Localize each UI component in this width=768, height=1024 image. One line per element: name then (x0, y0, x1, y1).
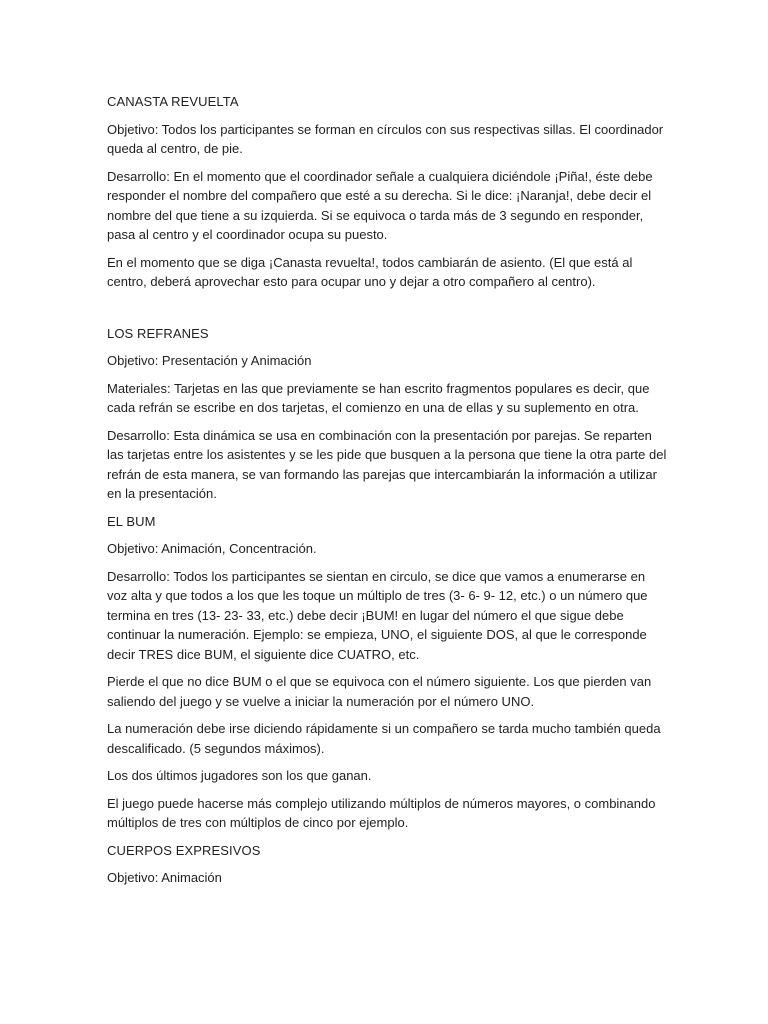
section-el-bum (107, 512, 667, 833)
paragraph: Materiales: Tarjetas en las que previamente se han escrito fragmentos populares es decir, que cada refrán se escribe en dos tarjetas, el comienzo en una de ellas y su suplemento en otra. (107, 380, 650, 415)
section-heading: LOS REFRANES (107, 325, 209, 341)
section-cuerpos-expresivos (107, 841, 667, 888)
paragraph: Objetivo: Presentación y Animación (107, 353, 312, 368)
section-spacer (107, 300, 667, 324)
section-heading: EL BUM (107, 513, 156, 529)
paragraph: Pierde el que no dice BUM o el que se equivoca con el número siguiente. Los que pierden van saliendo del juego y se vuelve a iniciar la numeración por el número UNO. (107, 674, 652, 709)
paragraph: Objetivo: Todos los participantes se forman en círculos con sus respectivas sillas. El coordinador queda al centro, de pie. (107, 121, 664, 156)
paragraph: Objetivo: Animación (107, 870, 222, 885)
paragraph: En el momento que se diga ¡Canasta revuelta!, todos cambiarán de asiento. (El que está al centro, deberá aprovechar esto para ocupar uno y dejar a otro compañero al centro). (107, 254, 633, 289)
paragraph: La numeración debe irse diciendo rápidamente si un compañero se tarda mucho también queda descalificado. (5 segundos máximos). (107, 721, 661, 756)
paragraph: Los dos últimos jugadores son los que ganan. (107, 768, 372, 783)
section-heading: CANASTA REVUELTA (107, 94, 239, 109)
section-los-refranes (107, 324, 667, 504)
paragraph: El juego puede hacerse más complejo utilizando múltiplos de números mayores, o combinando múltiplos de tres con múltiplos de cinco por ejemplo. (107, 795, 656, 830)
section-heading: CUERPOS EXPRESIVOS (107, 842, 261, 858)
paragraph: Objetivo: Animación, Concentración. (107, 541, 317, 556)
paragraph: Desarrollo: Todos los participantes se sientan en circulo, se dice que vamos a enumerarse en voz alta y que todos a los que les toque un múltiplo de tres (3- 6- 9- 12, etc.) o un número que termina en tres (13- 23- 33, etc.) debe decir ¡BUM! en lugar del número el que sigue debe continuar la numeración. Ejemplo: se empieza, UNO, el siguiente DOS, al que le corresponde decir TRES dice BUM, el siguiente dice CUATRO, etc. (107, 568, 648, 662)
section-canasta-revuelta (107, 92, 667, 292)
paragraph: Desarrollo: En el momento que el coordinador señale a cualquiera diciéndole ¡Piña!, éste debe responder el nombre del compañero que esté a su derecha. Si le dice: ¡Naranja!, debe decir el nombre del que tiene a su izquierda. Si se equivoca o tarda más de 3 segundo en responder, pasa al centro y el coordinador ocupa su puesto. (107, 168, 653, 242)
document-body (107, 92, 667, 896)
paragraph: Desarrollo: Esta dinámica se usa en combinación con la presentación por parejas. Se reparten las tarjetas entre los asistentes y se les pide que busquen a la persona que tiene la otra parte del refrán de esta manera, se van formando las parejas que intercambiarán la información a utilizar en la presentación. (107, 427, 667, 501)
